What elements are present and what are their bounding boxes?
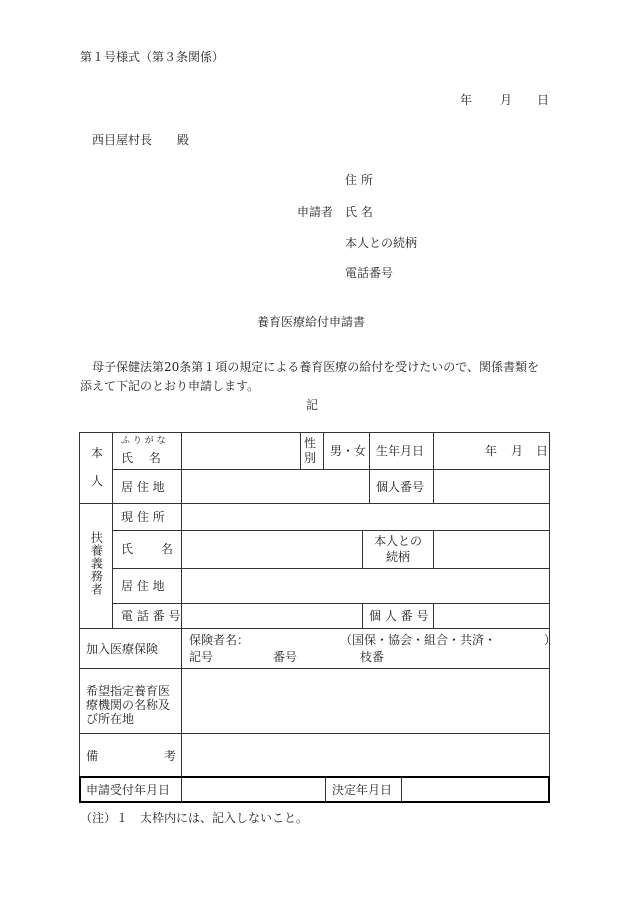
relation-label-bottom: 続柄	[385, 550, 410, 564]
birth-month-label: 月	[511, 444, 524, 458]
branch-label: 枝番	[360, 650, 385, 664]
document-title: 養育医療給付申請書	[257, 315, 366, 329]
residence-label: 居 住 地	[121, 480, 165, 494]
date-day-label: 日	[537, 93, 550, 107]
remarks-label-left: 備	[86, 749, 99, 763]
remarks-label-right: 考	[164, 749, 177, 763]
decision-date-label: 決定年月日	[332, 783, 393, 797]
birthdate-label: 生年月日	[376, 444, 425, 458]
birth-year-label: 年	[485, 444, 498, 458]
birth-day-label: 日	[536, 444, 549, 458]
form-number: 第１号様式（第３条関係）	[80, 50, 225, 64]
hospital-label-line-3: び所在地	[86, 712, 135, 726]
applicant-label: 申請者	[297, 205, 334, 219]
ki-label: 記	[306, 398, 319, 412]
personal-number-label: 個人番号	[376, 480, 425, 494]
sex-options: 男・女	[330, 444, 367, 458]
honin-name-label: 氏 名	[121, 451, 161, 465]
intro-line-1: 母子保健法第20条第１項の規定による養育医療の給付を受けたいので、関係書類を	[92, 360, 540, 374]
fuyo-residence-label: 居 住 地	[121, 579, 165, 593]
fuyo-personal-number-label: 個 人 番 号	[369, 609, 429, 623]
received-date-label: 申請受付年月日	[86, 783, 171, 797]
applicant-name-label: 氏 名	[345, 205, 373, 219]
note: （注）１ 太枠内には、記入しないこと。	[80, 811, 309, 825]
hospital-label-line-2: 療機関の名称及	[86, 698, 171, 712]
insurance-label: 加入医療保険	[86, 642, 159, 656]
date-year-label: 年	[460, 93, 473, 107]
addressee-suffix: 殿	[177, 133, 190, 147]
current-address-label: 現 住 所	[121, 510, 165, 524]
sex-label-bottom: 別	[304, 451, 317, 465]
relation-label-top: 本人との	[373, 534, 422, 548]
intro-line-2: 添えて下記のとおり申請します。	[80, 379, 260, 393]
insurance-types: （国保・協会・組合・共済・ ）	[340, 633, 557, 647]
honin-label-top: 本	[91, 446, 104, 460]
hospital-label-line-1: 希望指定養育医	[86, 684, 171, 698]
honin-label-bottom: 人	[91, 474, 104, 488]
fuyo-phone-label: 電 話 番 号	[121, 609, 181, 623]
addressee: 西目屋村長	[92, 133, 153, 147]
date-month-label: 月	[500, 93, 513, 107]
furigana-label: ふ り が な	[121, 436, 166, 446]
sex-label-top: 性	[304, 436, 317, 450]
applicant-phone-label: 電話番号	[345, 266, 394, 280]
applicant-address-label: 住 所	[345, 173, 373, 187]
fuyo-name-label: 氏 名	[121, 542, 173, 556]
symbol-label: 記号	[189, 650, 214, 664]
applicant-relation-label: 本人との続柄	[345, 236, 418, 250]
number-label: 番号	[273, 650, 298, 664]
insurer-name-label: 保険者名：	[189, 633, 250, 647]
fuyo-gimusha-label: 扶養義務者	[89, 531, 104, 596]
